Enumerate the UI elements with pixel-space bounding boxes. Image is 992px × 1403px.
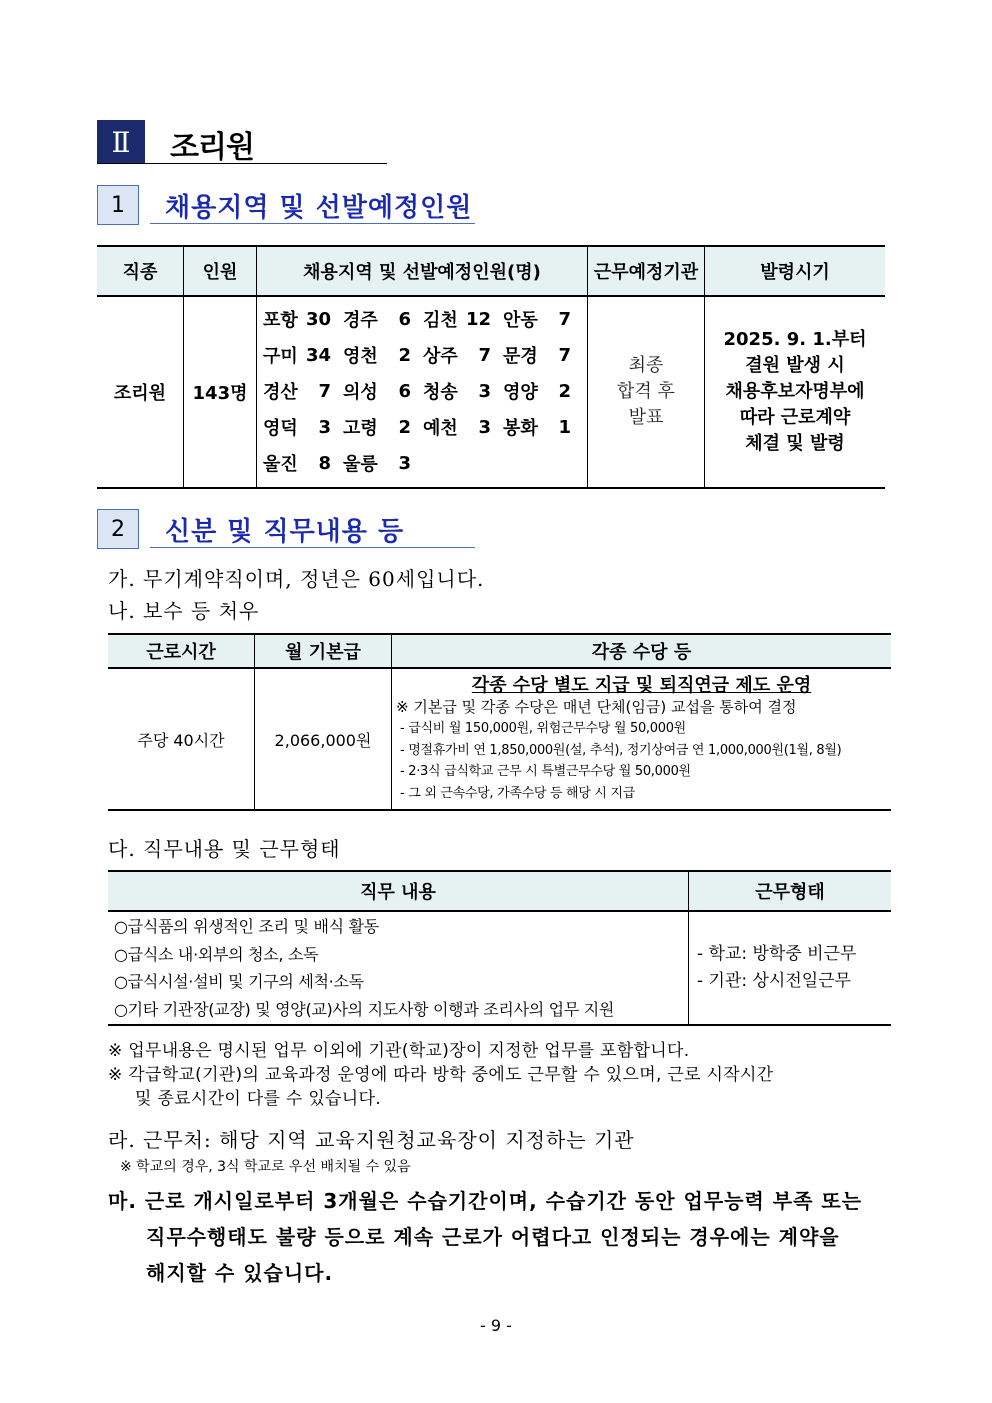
region-count: 2: [398, 344, 411, 366]
region-entry: [263, 445, 343, 481]
hours-cell: 주당 40시간: [108, 668, 255, 810]
timing-line: 따라 근로계약: [739, 407, 851, 428]
timing-line: 2025. 9. 1.부터: [723, 329, 867, 350]
region-name: 포항: [263, 310, 298, 331]
timing-line: 채용후보자명부에: [725, 381, 865, 402]
allowances-cell: [392, 668, 892, 810]
header-institution: 근무예정기관: [588, 246, 705, 296]
region-count: 8: [318, 452, 331, 474]
institution-line: 발표: [628, 407, 664, 428]
section-underline: [97, 163, 387, 164]
region-name: 울진: [263, 454, 298, 475]
header-duties: 직무 내용: [108, 871, 689, 911]
paragraph-ma-line-3: 해지할 수 있습니다.: [146, 1261, 334, 1285]
header-count: 인원: [184, 246, 257, 296]
region-count: 30: [305, 308, 331, 330]
subsection-1-title: 채용지역 및 선발예정인원: [165, 193, 473, 223]
region-entry: [343, 373, 423, 409]
region-entry: [343, 409, 423, 445]
region-name: 예천: [423, 418, 458, 439]
region-count: 34: [305, 344, 331, 366]
subsection-1-number: 1: [111, 192, 125, 218]
paragraph-ma-line-2: 직무수행태도 불량 등으로 계속 근로가 어렵다고 인정되는 경우에는 계약을: [146, 1225, 840, 1249]
region-name: 의성: [343, 382, 378, 403]
region-count: 3: [478, 380, 491, 402]
region-count: 6: [398, 308, 411, 330]
duty-item: ○급식소 내·외부의 청소, 소독: [114, 944, 319, 964]
region-name: 영천: [343, 346, 378, 367]
salary-cell: 2,066,000원: [255, 668, 392, 810]
region-entry: [503, 301, 583, 337]
region-entry: [423, 373, 503, 409]
subsection-2-title: 신분 및 직무내용 등: [165, 517, 405, 547]
allowance-item: - 명절휴가비 연 1,850,000원(설, 추석), 정기상여금 연 1,000,000원(1월, 8월): [400, 742, 842, 758]
region-count: 7: [558, 344, 571, 366]
region-name: 문경: [503, 346, 538, 367]
subsection-2-underline: [150, 547, 475, 548]
region-name: 경산: [263, 382, 298, 403]
timing-line: 체결 및 발령: [745, 433, 845, 454]
timing-cell: [705, 296, 886, 488]
header-regions: 채용지역 및 선발예정인원(명): [257, 246, 588, 296]
region-count: 1: [558, 416, 571, 438]
duties-cell: [108, 911, 689, 1025]
worktype-item: - 기관: 상시전일근무: [697, 971, 852, 991]
header-hours: 근로시간: [108, 634, 255, 668]
institution-line: 최종: [628, 355, 664, 376]
region-name: 구미: [263, 346, 298, 367]
region-count: 7: [478, 344, 491, 366]
region-entry: [263, 301, 343, 337]
paragraph-ra: 라. 근무처: 해당 지역 교육지원청교육장이 지정하는 기관: [108, 1128, 635, 1152]
region-entry: [343, 337, 423, 373]
count-cell: 143명: [184, 296, 257, 488]
region-count: 6: [398, 380, 411, 402]
note-2: ※ 각급학교(기관)의 교육과정 운영에 따라 방학 중에도 근무할 수 있으며, 근로 시작시간: [108, 1065, 774, 1085]
region-count: 3: [398, 452, 411, 474]
region-entry: [423, 409, 503, 445]
section-title: 조리원: [170, 130, 254, 165]
allowance-item: - 급식비 월 150,000원, 위험근무수당 월 50,000원: [400, 721, 686, 736]
region-count: 2: [558, 380, 571, 402]
region-entry: [343, 301, 423, 337]
region-entry: [263, 373, 343, 409]
region-count: 12: [465, 308, 491, 330]
region-entry: [263, 409, 343, 445]
institution-cell: [588, 296, 705, 488]
region-name: 고령: [343, 418, 378, 439]
regions-cell: [257, 296, 588, 488]
duty-item: ○급식품의 위생적인 조리 및 배식 활동: [114, 917, 379, 936]
section-number-box: [97, 120, 145, 164]
note-2-continued: 및 종료시간이 다를 수 있습니다.: [135, 1089, 381, 1109]
subsection-1-number-box: [97, 185, 139, 225]
allowance-item: - 2·3식 급식학교 근무 시 특별근무수당 월 50,000원: [400, 764, 691, 779]
compensation-table: [108, 633, 891, 811]
region-name: 영양: [503, 382, 538, 403]
header-salary: 월 기본급: [255, 634, 392, 668]
region-entry: [503, 337, 583, 373]
note-ra: ※ 학교의 경우, 3식 학교로 우선 배치될 수 있음: [120, 1159, 411, 1175]
region-name: 울릉: [343, 454, 378, 475]
subsection-1-underline: [150, 223, 475, 224]
paragraph-na: 나. 보수 등 처우: [108, 599, 260, 623]
paragraph-ma-line-1: 마. 근로 개시일로부터 3개월은 수습기간이며, 수습기간 동안 업무능력 부족 또는: [108, 1189, 863, 1213]
worktype-cell: [689, 911, 892, 1025]
header-worktype: 근무형태: [689, 871, 892, 911]
region-name: 청송: [423, 382, 458, 403]
region-count: 3: [318, 416, 331, 438]
institution-line: 합격 후: [617, 381, 675, 402]
duties-table: [108, 870, 891, 1026]
region-name: 영덕: [263, 418, 298, 439]
region-name: 안동: [503, 310, 538, 331]
page-number: - 9 -: [480, 1316, 512, 1335]
header-allowances: 각종 수당 등: [392, 634, 892, 668]
region-entry: [423, 301, 503, 337]
job-cell: 조리원: [97, 296, 184, 488]
duty-item: ○급식시설·설비 및 기구의 세척·소독: [114, 972, 364, 991]
region-name: 상주: [423, 346, 458, 367]
region-name: 경주: [343, 310, 378, 331]
region-count: 3: [478, 416, 491, 438]
worktype-item: - 학교: 방학중 비근무: [697, 944, 857, 964]
allowances-title: 각종 수당 별도 지급 및 퇴직연금 제도 운영: [471, 675, 812, 696]
region-entry: [423, 337, 503, 373]
subsection-2-number: 2: [111, 516, 125, 542]
region-count: 7: [318, 380, 331, 402]
region-entry: [263, 337, 343, 373]
header-timing: 발령시기: [705, 246, 886, 296]
header-job: 직종: [97, 246, 184, 296]
duty-item: ○기타 기관장(교장) 및 영양(교)사의 지도사항 이행과 조리사의 업무 지원: [114, 999, 615, 1019]
allowance-item: - 그 외 근속수당, 가족수당 등 해당 시 지급: [400, 785, 636, 801]
allowances-note: ※ 기본급 및 각종 수당은 매년 단체(임금) 교섭을 통하여 결정: [396, 698, 797, 716]
region-entry: [503, 373, 583, 409]
region-name: 김천: [423, 310, 458, 331]
paragraph-da: 다. 직무내용 및 근무형태: [108, 837, 341, 861]
region-count: 2: [398, 416, 411, 438]
note-1: ※ 업무내용은 명시된 업무 이외에 기관(학교)장이 지정한 업무를 포함합니다.: [108, 1041, 690, 1061]
region-entry: [343, 445, 423, 481]
region-entry: [503, 409, 583, 445]
section-number: Ⅱ: [111, 125, 131, 159]
timing-line: 결원 발생 시: [745, 355, 845, 376]
region-grid: [257, 297, 587, 487]
region-count: 7: [558, 308, 571, 330]
recruitment-table: [97, 245, 885, 489]
region-name: 봉화: [503, 418, 538, 439]
paragraph-ga: 가. 무기계약직이며, 정년은 60세입니다.: [108, 567, 485, 591]
subsection-2-number-box: [97, 509, 139, 549]
